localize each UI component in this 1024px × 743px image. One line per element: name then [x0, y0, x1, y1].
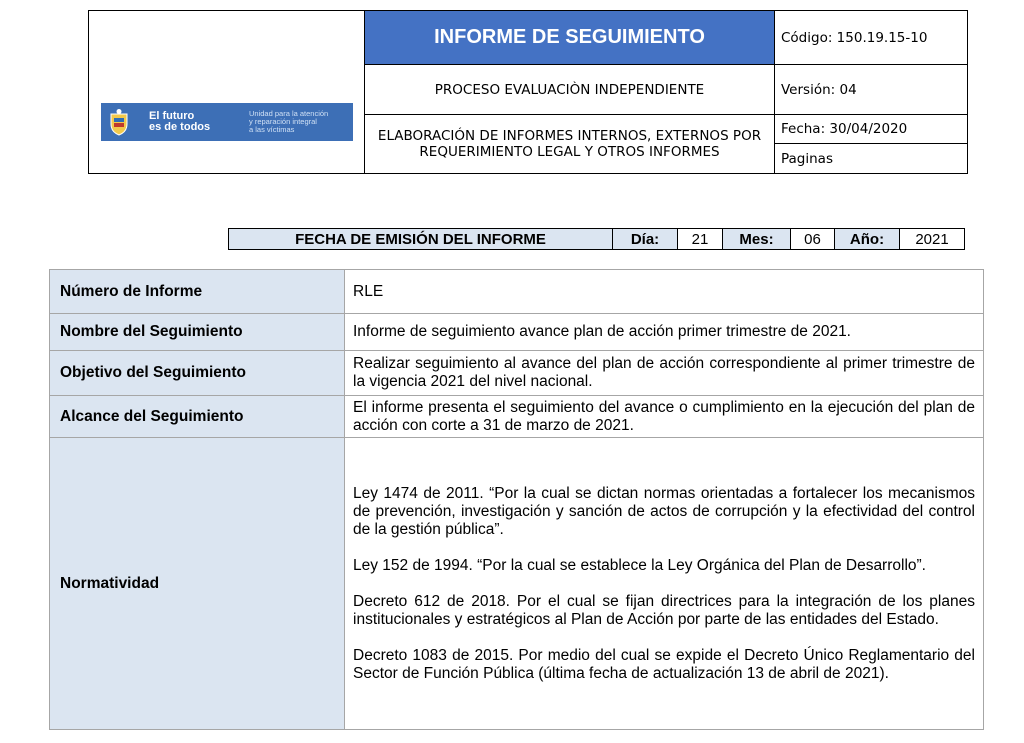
norm-item: Ley 152 de 1994. “Por la cual se establece la Ley Orgánica del Plan de Desarrollo”. — [353, 556, 926, 574]
document-version: Versión: 04 — [775, 65, 967, 115]
emission-date-row — [228, 228, 965, 250]
header-middle — [365, 11, 775, 173]
emission-label: FECHA DE EMISIÓN DEL INFORME — [229, 229, 613, 249]
document-header — [88, 10, 968, 174]
norm-item: Ley 1474 de 2011. “Por la cual se dictan normas orientadas a fortalecer los mecanismos de prevención, investigación y sanción de actos de corrupción y la efectividad del control de la gestión pública”. — [353, 484, 975, 538]
row-label-alcance: Alcance del Seguimiento — [50, 396, 345, 438]
year-value: 2021 — [900, 229, 964, 249]
row-label-nombre: Nombre del Seguimiento — [50, 314, 345, 351]
header-metadata — [775, 11, 967, 173]
institution-logo — [101, 103, 353, 141]
report-info-table — [49, 269, 984, 730]
document-pages: Paginas — [781, 150, 833, 167]
table-row — [50, 270, 984, 314]
row-value-alcance: El informe presenta el seguimiento del avance o cumplimiento en la ejecución del plan de acción con corte a 31 de marzo de 2021. — [345, 396, 984, 438]
day-label: Día: — [613, 229, 678, 249]
year-label: Año: — [835, 229, 900, 249]
document-code: Código: 150.19.15-10 — [775, 11, 967, 65]
norm-item: Decreto 1083 de 2015. Por medio del cual se expide el Decreto Único Reglamentario del Sector de Función Pública (última fecha de actualización 13 de abril de 2021). — [353, 646, 975, 682]
coat-of-arms-icon — [107, 108, 131, 136]
row-value-objetivo: Realizar seguimiento al avance del plan de acción correspondiente al primer trimestre de la vigencia 2021 del nivel nacional. — [345, 351, 984, 396]
day-value: 21 — [678, 229, 723, 249]
logo-cell — [89, 11, 365, 173]
month-label: Mes: — [723, 229, 791, 249]
document-title: INFORME DE SEGUIMIENTO — [365, 11, 774, 65]
row-value-normatividad — [345, 438, 984, 730]
row-label-objetivo: Objetivo del Seguimiento — [50, 351, 345, 396]
logo-slogan: El futuro es de todos — [149, 110, 211, 133]
norm-item: Decreto 612 de 2018. Por el cual se fijan directrices para la integración de los planes institucionales y estratégicos al Plan de Acción por parte de las entidades del Estado. — [353, 592, 975, 628]
row-value-nombre: Informe de seguimiento avance plan de acción primer trimestre de 2021. — [345, 314, 984, 351]
document-date: Fecha: 30/04/2020 — [775, 115, 967, 144]
logo-unit-name: Unidad para la atención y reparación integral a las víctimas — [249, 109, 329, 134]
table-row — [50, 396, 984, 438]
subprocess-name: ELABORACIÓN DE INFORMES INTERNOS, EXTERNOS POR REQUERIMIENTO LEGAL Y OTROS INFORMES — [377, 128, 762, 160]
table-row — [50, 314, 984, 351]
month-value: 06 — [791, 229, 835, 249]
row-label-normatividad: Normatividad — [50, 438, 345, 730]
row-value-numero: RLE — [345, 270, 984, 314]
row-label-numero: Número de Informe — [50, 270, 345, 314]
table-row — [50, 438, 984, 730]
table-row — [50, 351, 984, 396]
process-name: PROCESO EVALUACIÒN INDEPENDIENTE — [365, 65, 774, 115]
